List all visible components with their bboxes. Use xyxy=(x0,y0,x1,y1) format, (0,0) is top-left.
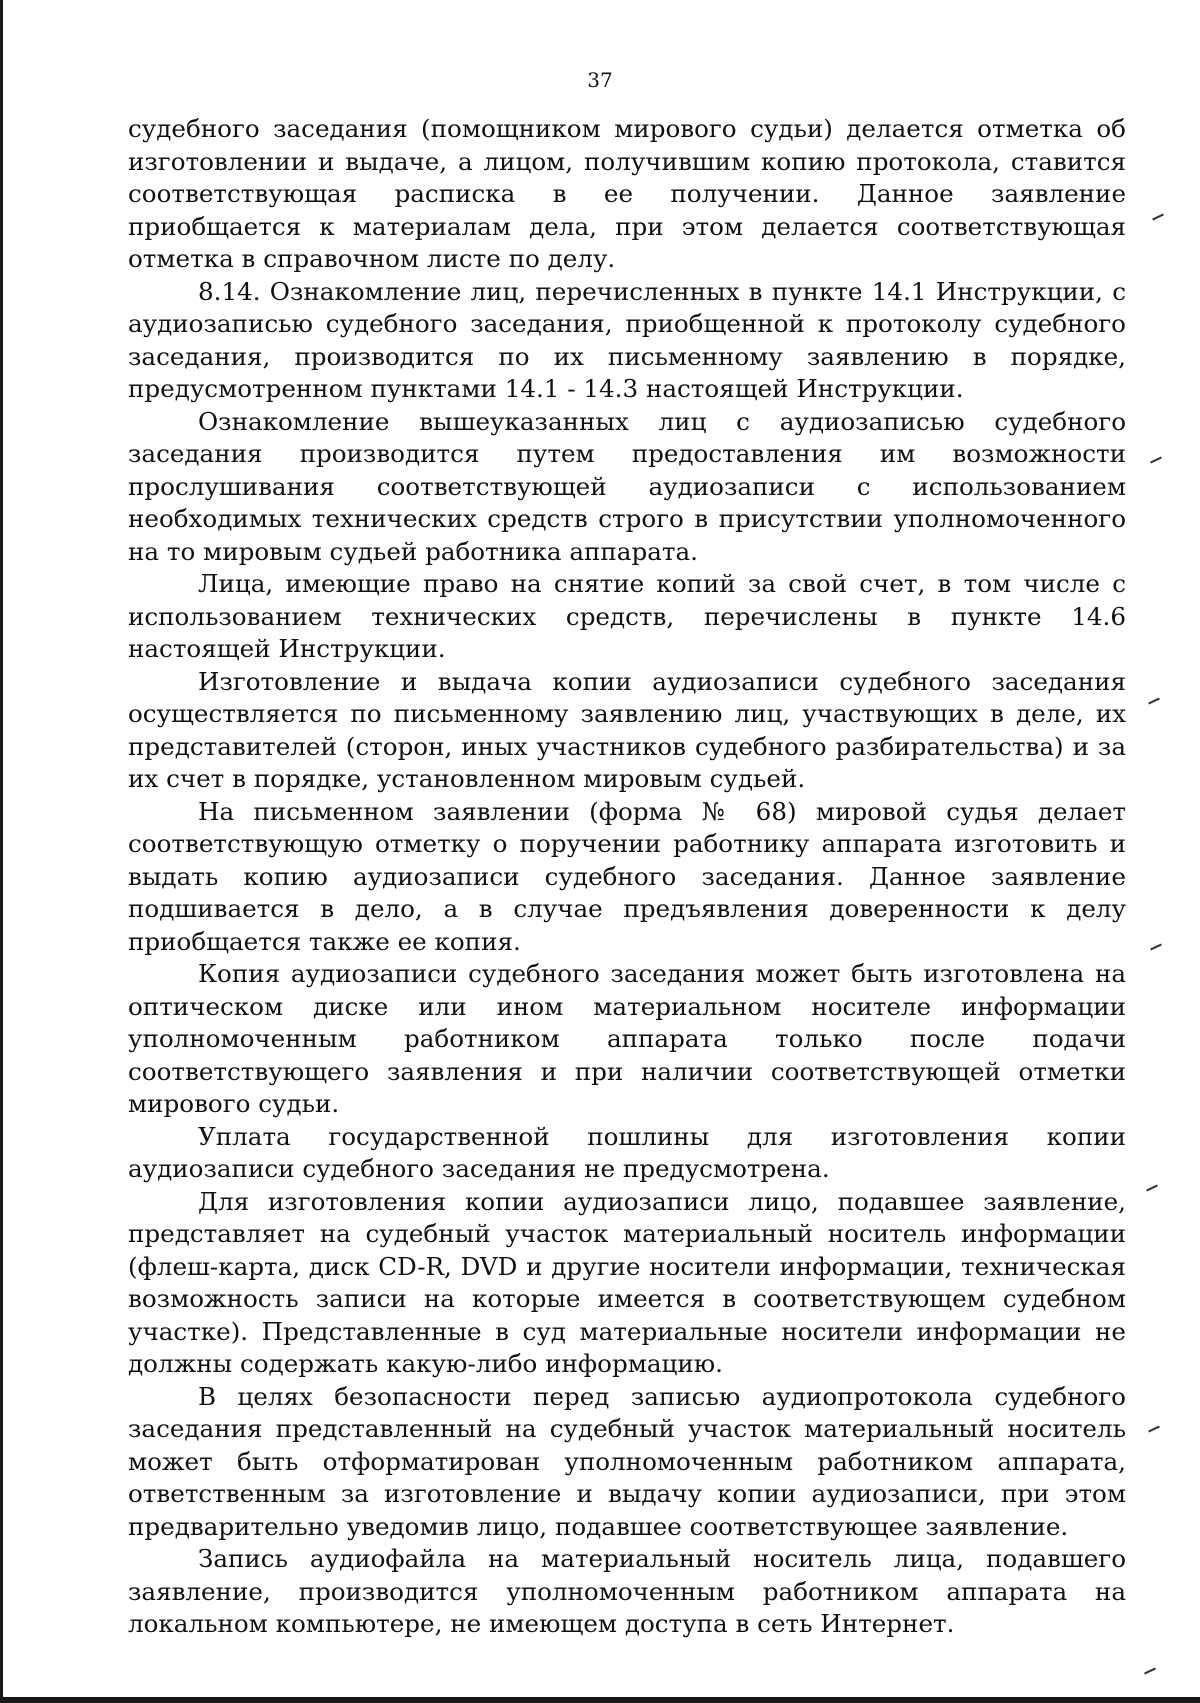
paragraph-copy-issuance: Изготовление и выдача копии аудиозаписи судебного заседания осуществляется по письменному заявлению лиц, участвующих в деле, их представителей (сторон, иных участников судебного разбирательства) и за их счет в порядке, установленном мировым судьей. xyxy=(128,666,1126,793)
scan-mark xyxy=(1148,1426,1160,1433)
page-number: 37 xyxy=(587,68,613,92)
scan-mark xyxy=(1150,944,1162,951)
paragraph-state-fee: Уплата государственной пошлины для изготовления копии аудиозаписи судебного заседания не предусмотрена. xyxy=(128,1121,1126,1183)
scan-mark xyxy=(1144,1668,1156,1675)
paragraph-copy-rights: Лица, имеющие право на снятие копий за свой счет, в том числе с использованием технических средств, перечислены в пункте 14.6 настоящей Инструкции. xyxy=(128,569,1126,663)
scan-left-edge xyxy=(0,0,3,1703)
document-body xyxy=(128,113,1126,1641)
scan-mark xyxy=(1146,1185,1158,1192)
paragraph-8-14: 8.14. Ознакомление лиц, перечисленных в пункте 14.1 Инструкции, с аудиозаписью судебного заседания, приобщенной к протоколу судебного заседания, производится по их письменному заявлению в порядке, предусмотренном пунктами 14.1 - 14.3 настоящей Инструкции. xyxy=(128,276,1126,403)
scan-mark xyxy=(1152,214,1164,221)
paragraph-storage-media: Для изготовления копии аудиозаписи лицо, подавшее заявление, представляет на судебный участок материальный носитель информации (флеш-карта, диск CD-R, DVD и другие носители информации, техническая возможность записи на которые имеется в соответствующем судебном участке). Представленные в суд материальные носители информации не должны содержать какую-либо информацию. xyxy=(128,1186,1126,1378)
paragraph-optical-disk: Копия аудиозаписи судебного заседания может быть изготовлена на оптическом диске или ином материальном носителе информации уполномоченным работником аппарата только после подачи соответствующего заявления и при наличии соответствующей отметки мирового судьи. xyxy=(128,959,1126,1118)
scan-mark xyxy=(1148,698,1160,705)
paragraph-form-68: На письменном заявлении (форма № 68) мировой судья делает соответствующую отметку о поручении работнику аппарата изготовить и выдать копию аудиозаписи судебного заседания. Данное заявление подшивается в дело, а в случае предъявления доверенности к делу приобщается также ее копия. xyxy=(128,796,1126,956)
paragraph-local-recording: Запись аудиофайла на материальный носитель лица, подавшего заявление, производится уполномоченным работником аппарата на локальном компьютере, не имеющем доступа в сеть Интернет. xyxy=(128,1544,1126,1638)
paragraph-continuation: судебного заседания (помощником мирового судьи) делается отметка об изготовлении и выдаче, а лицом, получившим копию протокола, ставится соответствующая расписка в ее получении. Данное заявление приобщается к материалам дела, при этом делается соответствующая отметка в справочном листе по делу. xyxy=(128,114,1126,273)
scan-bottom-edge xyxy=(0,1697,1200,1703)
scan-mark xyxy=(1150,457,1162,464)
paragraph-familiarization: Ознакомление вышеуказанных лиц с аудиозаписью судебного заседания производится путем предоставления им возможности прослушивания соответствующей аудиозаписи с использованием необходимых технических средств строго в присутствии уполномоченного на то мировым судьей работника аппарата. xyxy=(128,406,1126,566)
paragraph-security-formatting: В целях безопасности перед записью аудиопротокола судебного заседания представленный на судебный участок материальный носитель может быть отформатирован уполномоченным работником аппарата, ответственным за изготовление и выдачу копии аудиозаписи, при этом предварительно уведомив лицо, подавшее соответствующее заявление. xyxy=(128,1381,1126,1541)
